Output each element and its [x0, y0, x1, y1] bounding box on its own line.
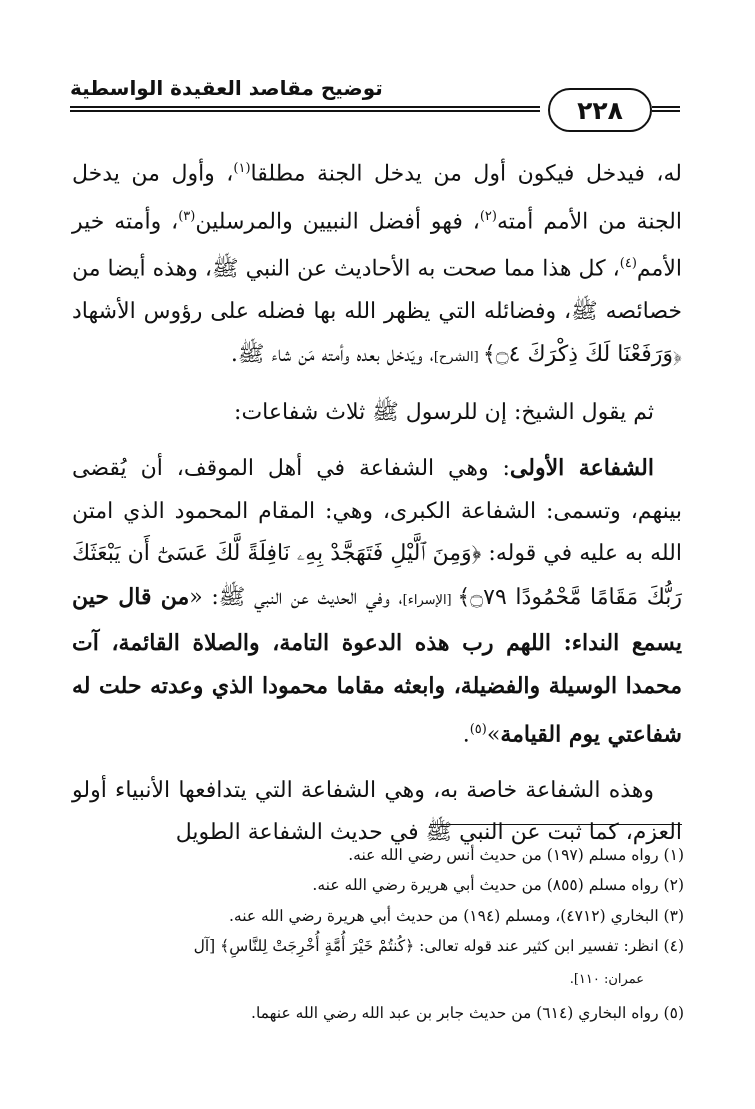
section-heading: الشفاعة الأولى [509, 455, 654, 482]
text-run: ، ويَدخل بعده وأمته مَن شاء ﷺ. [230, 341, 434, 367]
text-run: : وهي الشفاعة في أهل الموقف، أن يُقضى بينهم، وتسمى: الشفاعة الكبرى، وهي: المقام المحمود الذي امتن الله به عليه في قوله: [72, 456, 682, 567]
paragraph-4: وهذه الشفاعة خاصة به، وهي الشفاعة التي يتدافعها الأنبياء أولو العزم، كما ثبت عن النبي ﷺ في حديث الشفاعة الطويل [72, 777, 682, 845]
footnote-2: (٢) رواه مسلم (٨٥٥) من حديث أبي هريرة رضي الله عنه. [312, 876, 684, 895]
quran-verse: ﴿وَمِنَ ٱلَّيْلِ فَتَهَجَّدْ بِهِۦ نَافِلَةً لَّكَ عَسَىٰٓ أَن يَبْعَثَكَ رَبُّكَ مَقَامًا مَّحْمُودًا ۝٧٩﴾ [72, 541, 683, 610]
header-rule-right-bottom [652, 110, 680, 112]
text-run: ، وأول من يدخل الجنة من الأمم أمته [72, 161, 683, 235]
text-run: ، فهو أفضل النبيين والمرسلين [195, 209, 480, 235]
footnote-ref-5: (٥) [469, 721, 487, 737]
text-run: له، فيدخل فيكون أول من يدخل الجنة مطلقا [250, 161, 683, 187]
footnote-4-continuation: عمران: ١١٠]. [569, 971, 644, 987]
header-rule-top [70, 106, 540, 108]
footnote-ref-1: (١) [233, 161, 251, 176]
header-rule-right-top [652, 106, 680, 108]
paragraph-3 [72, 447, 682, 756]
running-title: توضيح مقاصد العقيدة الواسطية [70, 76, 383, 100]
footnote-1: (١) رواه مسلم (١٩٧) من حديث أنس رضي الله عنه. [348, 846, 684, 864]
footnote-4: (٤) انظر: تفسير ابن كثير عند قوله تعالى: ﴿كُنتُمْ خَيْرَ أُمَّةٍ أُخْرِجَتْ لِلنَّاسِ﴾ [آل [193, 937, 684, 956]
text-run: ، وأمته خير الأمم [72, 209, 682, 282]
header-rule-bottom [70, 110, 540, 112]
paragraph-2: ثم يقول الشيخ: إن للرسول ﷺ ثلاث شفاعات: [234, 400, 654, 426]
footnote-ref-2: (٢) [479, 208, 497, 224]
page-header [70, 66, 680, 132]
surah-reference: [الإسراء] [402, 592, 458, 608]
footnote-ref-3: (٣) [178, 208, 196, 224]
text-run: » [486, 722, 501, 748]
text-run: ، كل هذا مما صحت به الأحاديث عن النبي ﷺ، وهذه أيضا من خصائصه ﷺ، وفضائله التي يظهر الله بها فضله على رؤوس الأشهاد [72, 256, 682, 325]
page-number: ٢٢٨ [548, 88, 652, 132]
paragraph-spacer [72, 379, 682, 392]
quran-verse: ﴿وَرَفَعْنَا لَكَ ذِكْرَكَ ۝٤﴾ [482, 341, 682, 367]
footnotes [80, 840, 684, 1028]
footnote-3: (٣) البخاري (٤٧١٢)، ومسلم (١٩٤) من حديث أبي هريرة رضي الله عنه. [228, 906, 684, 925]
footnote-separator [430, 824, 682, 825]
text-run: . [462, 722, 470, 748]
paragraph-spacer [72, 757, 682, 770]
paragraph-1 [72, 148, 682, 379]
footnote-5: (٥) رواه البخاري (٦١٤) من حديث جابر بن عبد الله رضي الله عنهما. [251, 1003, 684, 1022]
footnote-ref-4: (٤) [619, 256, 637, 272]
hadith-text: من قال حين يسمع النداء: اللهم رب هذه الدعوة التامة، والصلاة القائمة، آت محمدا الوسيلة والفضيلة، وابعثه مقاما محمودا الذي وعدته حلت له شفاعتي يوم القيامة [72, 583, 682, 748]
text-run: ، وفي الحديث عن النبي ﷺ: « [189, 584, 403, 610]
surah-reference: [الشرح] [433, 349, 483, 365]
body-text [72, 148, 682, 854]
paragraph-spacer [72, 434, 682, 447]
